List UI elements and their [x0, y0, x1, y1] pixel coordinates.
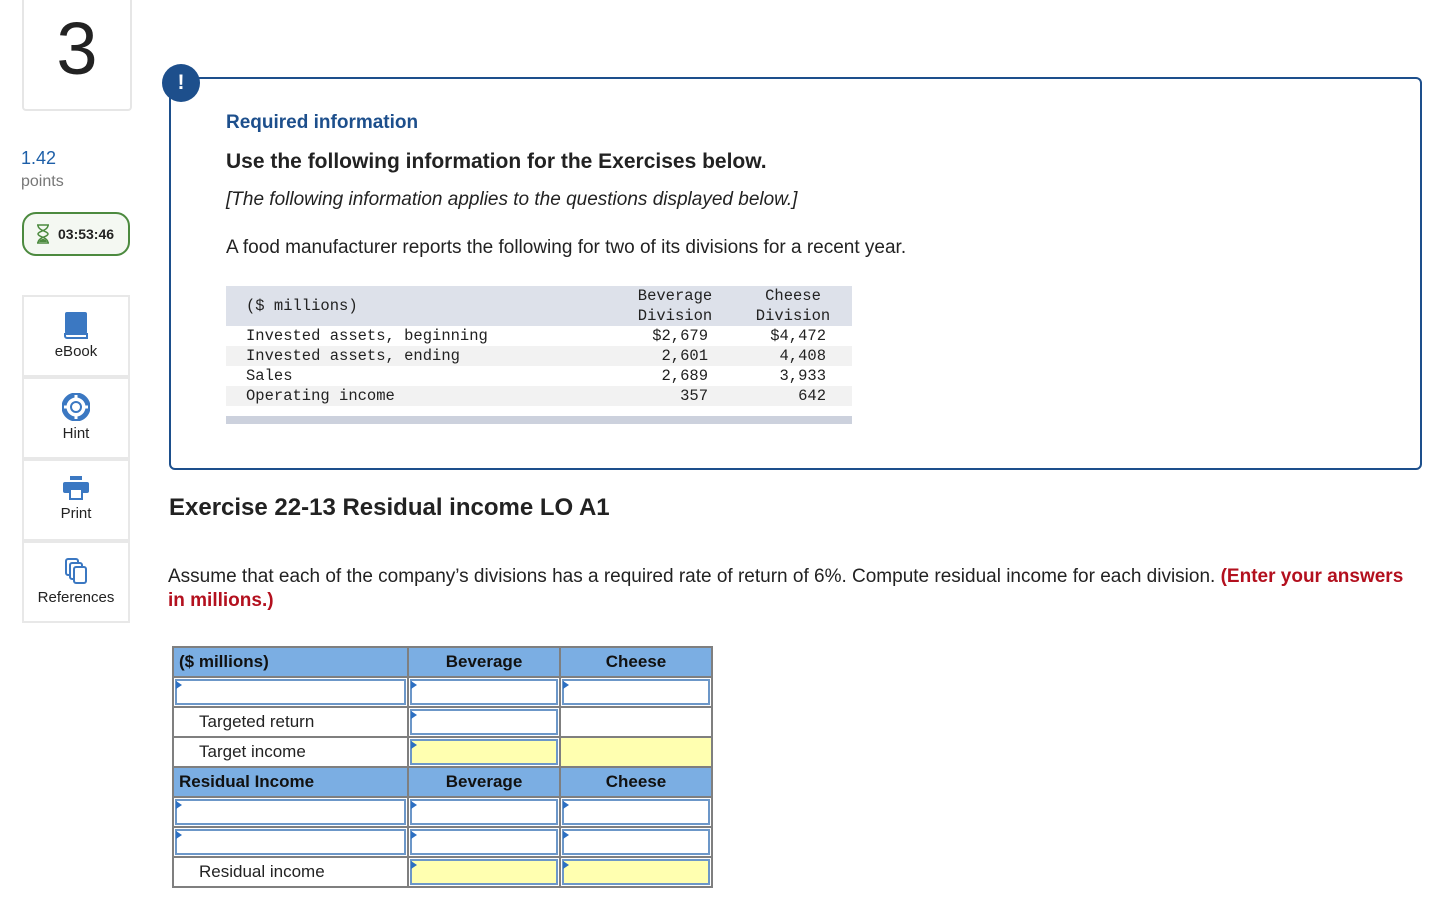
cheese-value: 4,408 — [734, 346, 852, 366]
answer-header-cheese: Cheese — [560, 647, 712, 677]
print-button[interactable] — [22, 459, 130, 541]
answer-header-beverage: Beverage — [408, 647, 560, 677]
printer-icon — [62, 475, 90, 501]
references-label: References — [37, 589, 115, 606]
hourglass-icon — [36, 224, 50, 244]
info-note: [The following information applies to the questions displayed below.] — [226, 189, 798, 210]
beverage-residual-income-input[interactable] — [410, 859, 558, 885]
ebook-button[interactable] — [22, 295, 130, 377]
unit-header: ($ millions) — [226, 286, 616, 326]
cheese-residual-input-2[interactable] — [562, 829, 710, 855]
exercise-title: Exercise 22-13 Residual income LO A1 — [169, 494, 610, 521]
col-header-cheese-2: Division — [734, 306, 852, 326]
residual-header-label: Residual Income — [173, 767, 408, 797]
cheese-value: 3,933 — [779, 367, 826, 385]
residual-header-beverage: Beverage — [408, 767, 560, 797]
beverage-residual-input-2[interactable] — [410, 829, 558, 855]
required-info-heading: Required information — [226, 112, 419, 133]
label-dropdown[interactable] — [175, 679, 406, 705]
beverage-target-income-input[interactable] — [410, 739, 558, 765]
col-header-cheese: Cheese — [734, 286, 852, 306]
residual-income-label: Residual income — [173, 857, 408, 887]
row-label: Invested assets, beginning — [246, 327, 488, 345]
targeted-return-label: Targeted return — [173, 707, 408, 737]
col-header-beverage-2: Division — [616, 306, 734, 326]
cheese-residual-income-input[interactable] — [562, 859, 710, 885]
info-intro: A food manufacturer reports the following for two of its divisions for a recent year. — [226, 237, 907, 258]
beverage-value: 2,601 — [616, 346, 734, 366]
beverage-value: 357 — [616, 386, 734, 406]
info-title: Use the following information for the Exercises below. — [226, 150, 767, 173]
beverage-value: $2,679 — [652, 327, 708, 345]
row-label: Operating income — [226, 386, 616, 406]
beverage-value: 2,689 — [661, 367, 708, 385]
row-label: Sales — [246, 367, 293, 385]
cheese-target-income-cell — [560, 737, 712, 767]
col-header-beverage: Beverage — [616, 286, 734, 306]
references-button[interactable] — [22, 541, 130, 623]
division-data-table — [226, 286, 852, 424]
cheese-value: 642 — [734, 386, 852, 406]
residual-header-cheese: Cheese — [560, 767, 712, 797]
cheese-residual-input-1[interactable] — [562, 799, 710, 825]
exercise-prompt: Assume that each of the company’s divisions has a required rate of return of 6%. Compute residual income for each division. — [168, 566, 1216, 587]
cheese-input[interactable] — [562, 679, 710, 705]
timer — [22, 212, 130, 256]
target-income-label: Target income — [173, 737, 408, 767]
hint-button[interactable] — [22, 377, 130, 459]
ebook-label: eBook — [54, 343, 98, 360]
book-icon — [63, 311, 89, 339]
exercise-instruction: (Enter your answers in millions.) — [168, 566, 1404, 611]
print-label: Print — [60, 505, 92, 522]
timer-text: 03:53:46 — [58, 226, 115, 242]
question-number: 3 — [22, 0, 132, 111]
cheese-value: $4,472 — [770, 327, 826, 345]
residual-label-dropdown-1[interactable] — [175, 799, 406, 825]
beverage-targeted-return-input[interactable] — [410, 709, 558, 735]
residual-label-dropdown-2[interactable] — [175, 829, 406, 855]
copy-icon — [63, 557, 89, 585]
beverage-input[interactable] — [410, 679, 558, 705]
points-value: 1.42 — [21, 148, 57, 168]
hint-label: Hint — [62, 425, 90, 442]
cheese-targeted-return-cell — [560, 707, 712, 737]
alert-icon: ! — [162, 64, 200, 102]
row-label: Invested assets, ending — [226, 346, 616, 366]
exercise-text — [168, 565, 1408, 613]
beverage-residual-input-1[interactable] — [410, 799, 558, 825]
answer-table — [172, 646, 713, 888]
lifebuoy-icon — [62, 393, 90, 421]
points-label: points — [21, 173, 64, 190]
answer-header-unit: ($ millions) — [173, 647, 408, 677]
